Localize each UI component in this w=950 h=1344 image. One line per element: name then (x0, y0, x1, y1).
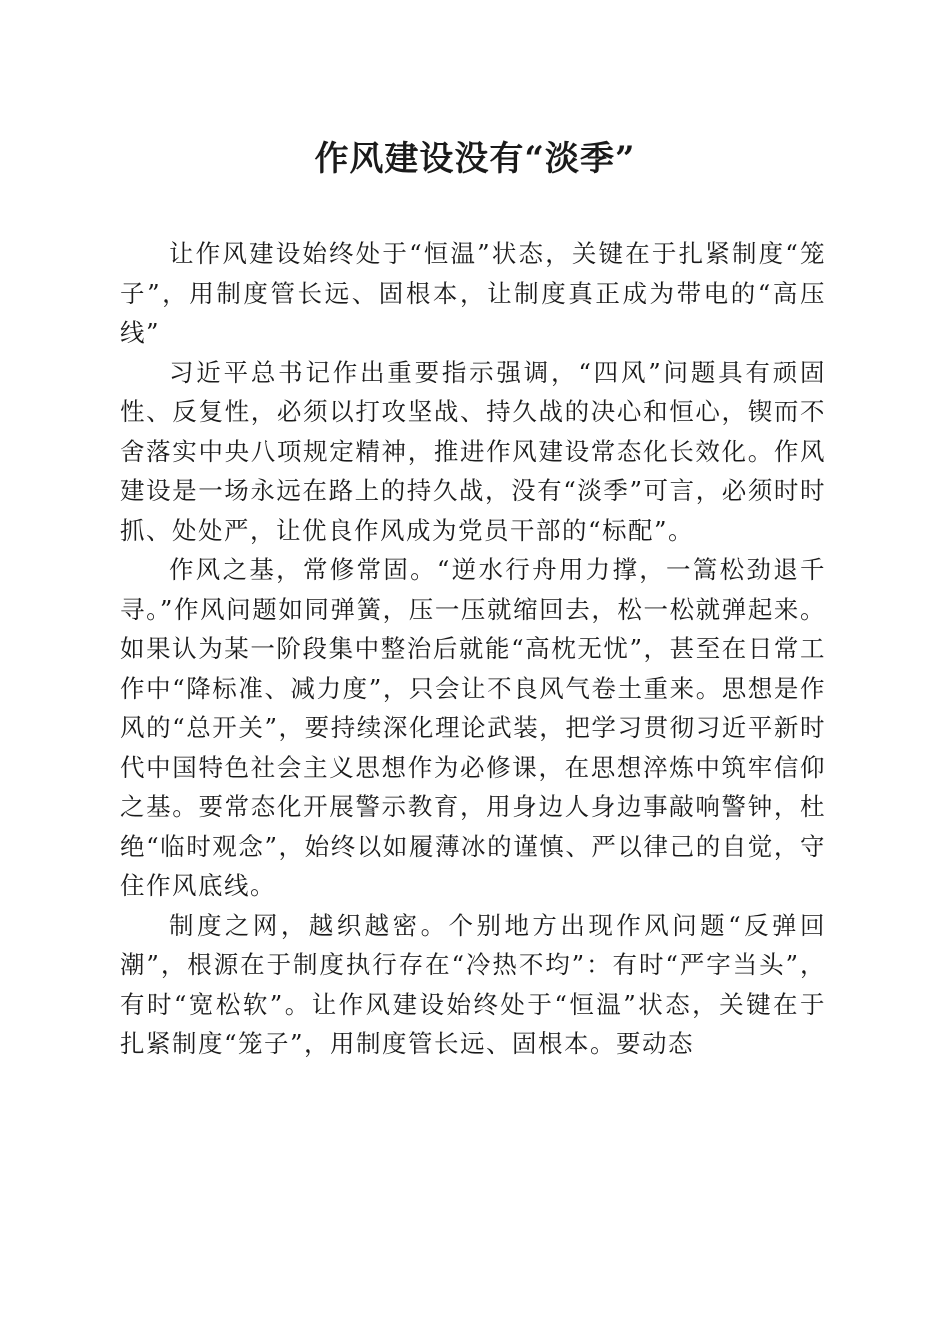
paragraph-4: 制度之网，越织越密。个别地方出现作风问题“反弹回潮”，根源在于制度执行存在“冷热不均”：有时“严字当头”，有时“宽松软”。让作风建设始终处于“恒温”状态，关键在于扎紧制度“笼子”，用制度管长远、固根本。要动态 (120, 910, 826, 1058)
document-title: 作风建设没有“淡季” (314, 139, 636, 179)
paragraph-2: 习近平总书记作出重要指示强调，“四风”问题具有顽固性、反复性，必须以打攻坚战、持久战的决心和恒心，锲而不舍落实中央八项规定精神，推进作风建设常态化长效化。作风建设是一场永远在路上的持久战，没有“淡季”可言，必须时时抓、处处严，让优良作风成为党员干部的“标配”。 (120, 357, 826, 545)
paragraph-1: 让作风建设始终处于“恒温”状态，关键在于扎紧制度“笼子”，用制度管长远、固根本，让制度真正成为带电的“高压线” (120, 239, 826, 347)
paragraph-3: 作风之基，常修常固。“逆水行舟用力撑，一篙松劲退千寻。”作风问题如同弹簧，压一压就缩回去，松一松就弹起来。如果认为某一阶段集中整治后就能“高枕无忧”，甚至在日常工作中“降标准、减力度”，只会让不良风气卷土重来。思想是作风的“总开关”，要持续深化理论武装，把学习贯彻习近平新时代中国特色社会主义思想作为必修课，在思想淬炼中筑牢信仰之基。要常态化开展警示教育，用身边人身边事敲响警钟，杜绝“临时观念”，始终以如履薄冰的谨慎、严以律己的自觉，守住作风底线。 (120, 555, 826, 900)
document-body (120, 234, 826, 1064)
